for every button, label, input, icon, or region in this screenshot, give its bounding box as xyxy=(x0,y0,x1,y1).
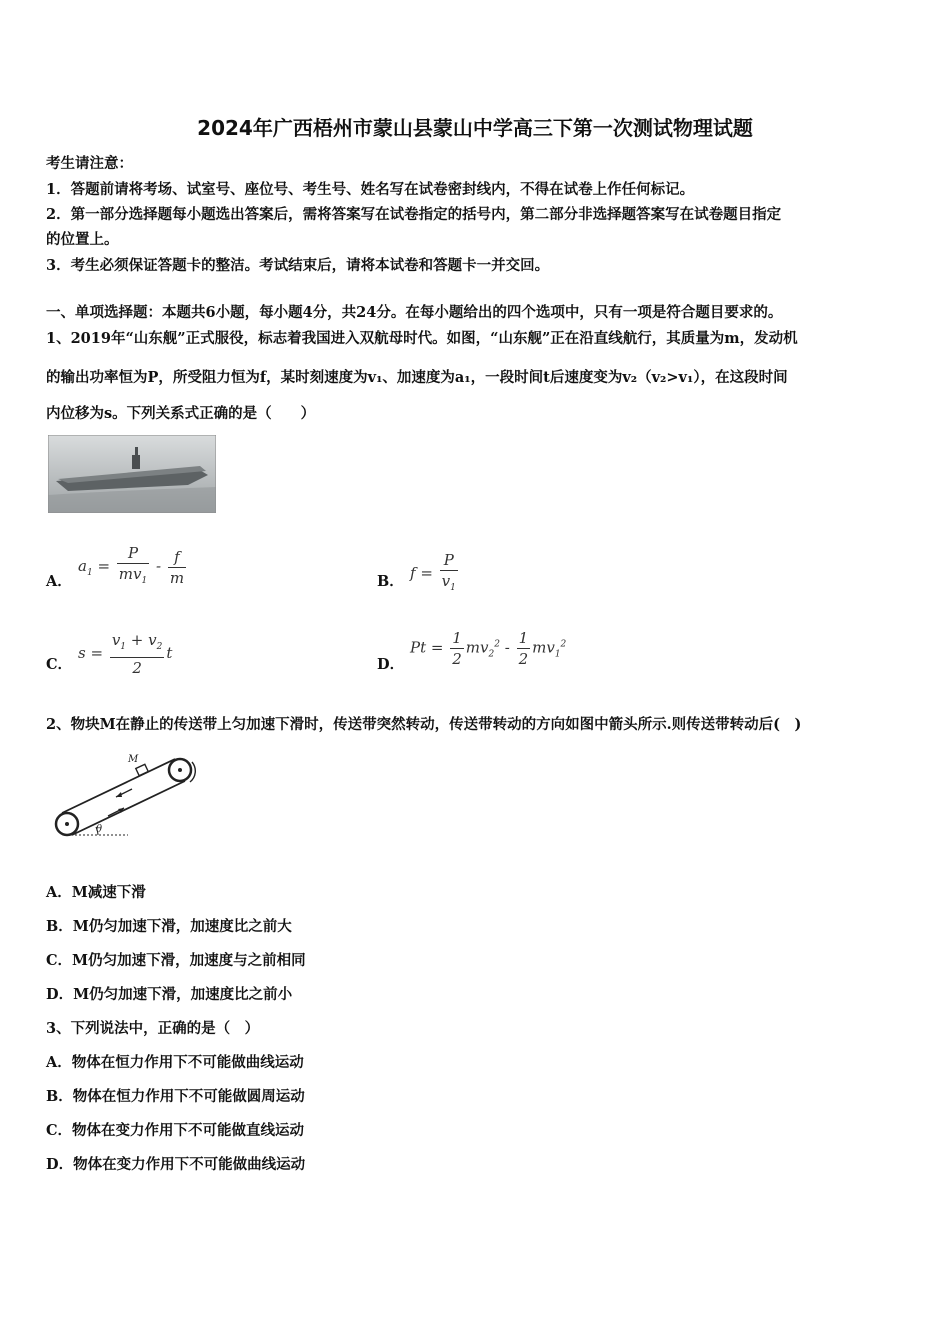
notice-heading: 考生请注意： xyxy=(46,155,133,172)
notice-item: 1．答题前请将考场、试室号、座位号、考生号、姓名写在试卷密封线内，不得在试卷上作任何标记。 xyxy=(46,181,695,198)
q1-option-c-formula: s = $\frac{v_1 + v_2}{2}$ t xyxy=(78,631,173,677)
notice-item: 2．第一部分选择题每小题选出答案后，需将答案写在试卷指定的括号内，第二部分非选择题答案写在试卷题目指定 xyxy=(46,206,782,223)
q1-option-b-label: B． xyxy=(377,573,404,590)
q3-option-a: A．物体在恒力作用下不可能做曲线运动 xyxy=(46,1054,304,1071)
q2-option-c: C．M仍匀加速下滑，加速度与之前相同 xyxy=(46,952,306,969)
q3-option-c: C．物体在变力作用下不可能做直线运动 xyxy=(46,1122,305,1139)
q3-option-b: B．物体在恒力作用下不可能做圆周运动 xyxy=(46,1088,305,1105)
aircraft-carrier-photo xyxy=(48,435,216,513)
q2-option-a: A．M减速下滑 xyxy=(46,884,146,901)
q3-stem: 3、下列说法中，正确的是（ ） xyxy=(46,1020,260,1037)
q1-option-d-label: D． xyxy=(377,656,405,673)
page-title: 2024年广西梧州市蒙山县蒙山中学高三下第一次测试物理试题 xyxy=(197,116,753,140)
q2-option-b: B．M仍匀加速下滑，加速度比之前大 xyxy=(46,918,292,935)
q1-stem-line: 内位移为s。下列关系式正确的是（ ） xyxy=(46,405,316,422)
q1-option-c-label: C． xyxy=(46,656,73,673)
q2-option-d: D．M仍匀加速下滑，加速度比之前小 xyxy=(46,986,293,1003)
angle-theta-label: θ xyxy=(96,824,103,835)
notice-item: 的位置上。 xyxy=(46,231,119,248)
section-heading: 一、单项选择题：本题共6小题，每小题4分，共24分。在每小题给出的四个选项中，只有一项是符合题目要求的。 xyxy=(46,304,783,321)
q2-stem: 2、物块M在静止的传送带上匀加速下滑时，传送带突然转动，传送带转动的方向如图中箭头所示.则传送带转动后( ) xyxy=(46,716,802,733)
q1-stem-line: 的输出功率恒为P，所受阻力恒为f，某时刻速度为v₁、加速度为a₁，一段时间t后速度变为v₂（v₂>v₁），在这段时间 xyxy=(46,369,788,386)
q1-option-a-formula: $a_1$ = $\frac{P}{mv_1}$ - $\frac{f}{m}$ xyxy=(78,544,185,587)
q3-option-d: D．物体在变力作用下不可能做曲线运动 xyxy=(46,1156,306,1173)
conveyor-belt-diagram xyxy=(50,748,210,840)
notice-item: 3．考生必须保证答题卡的整洁。考试结束后，请将本试卷和答题卡一并交回。 xyxy=(46,257,550,274)
q1-option-b-formula: f = $\frac{P}{v_1}$ xyxy=(410,551,456,593)
block-m-label: M xyxy=(128,754,139,765)
q1-option-a-label: A． xyxy=(46,573,72,590)
q1-stem-line: 1、2019年“山东舰”正式服役，标志着我国进入双航母时代。如图，“山东舰”正在沿直线航行，其质量为m，发动机 xyxy=(46,330,798,347)
q1-option-d-formula: Pt = $\frac{1}{2}$ $mv_2^2$ - $\frac{1}{2}$ $mv_1^2$ xyxy=(410,629,567,668)
